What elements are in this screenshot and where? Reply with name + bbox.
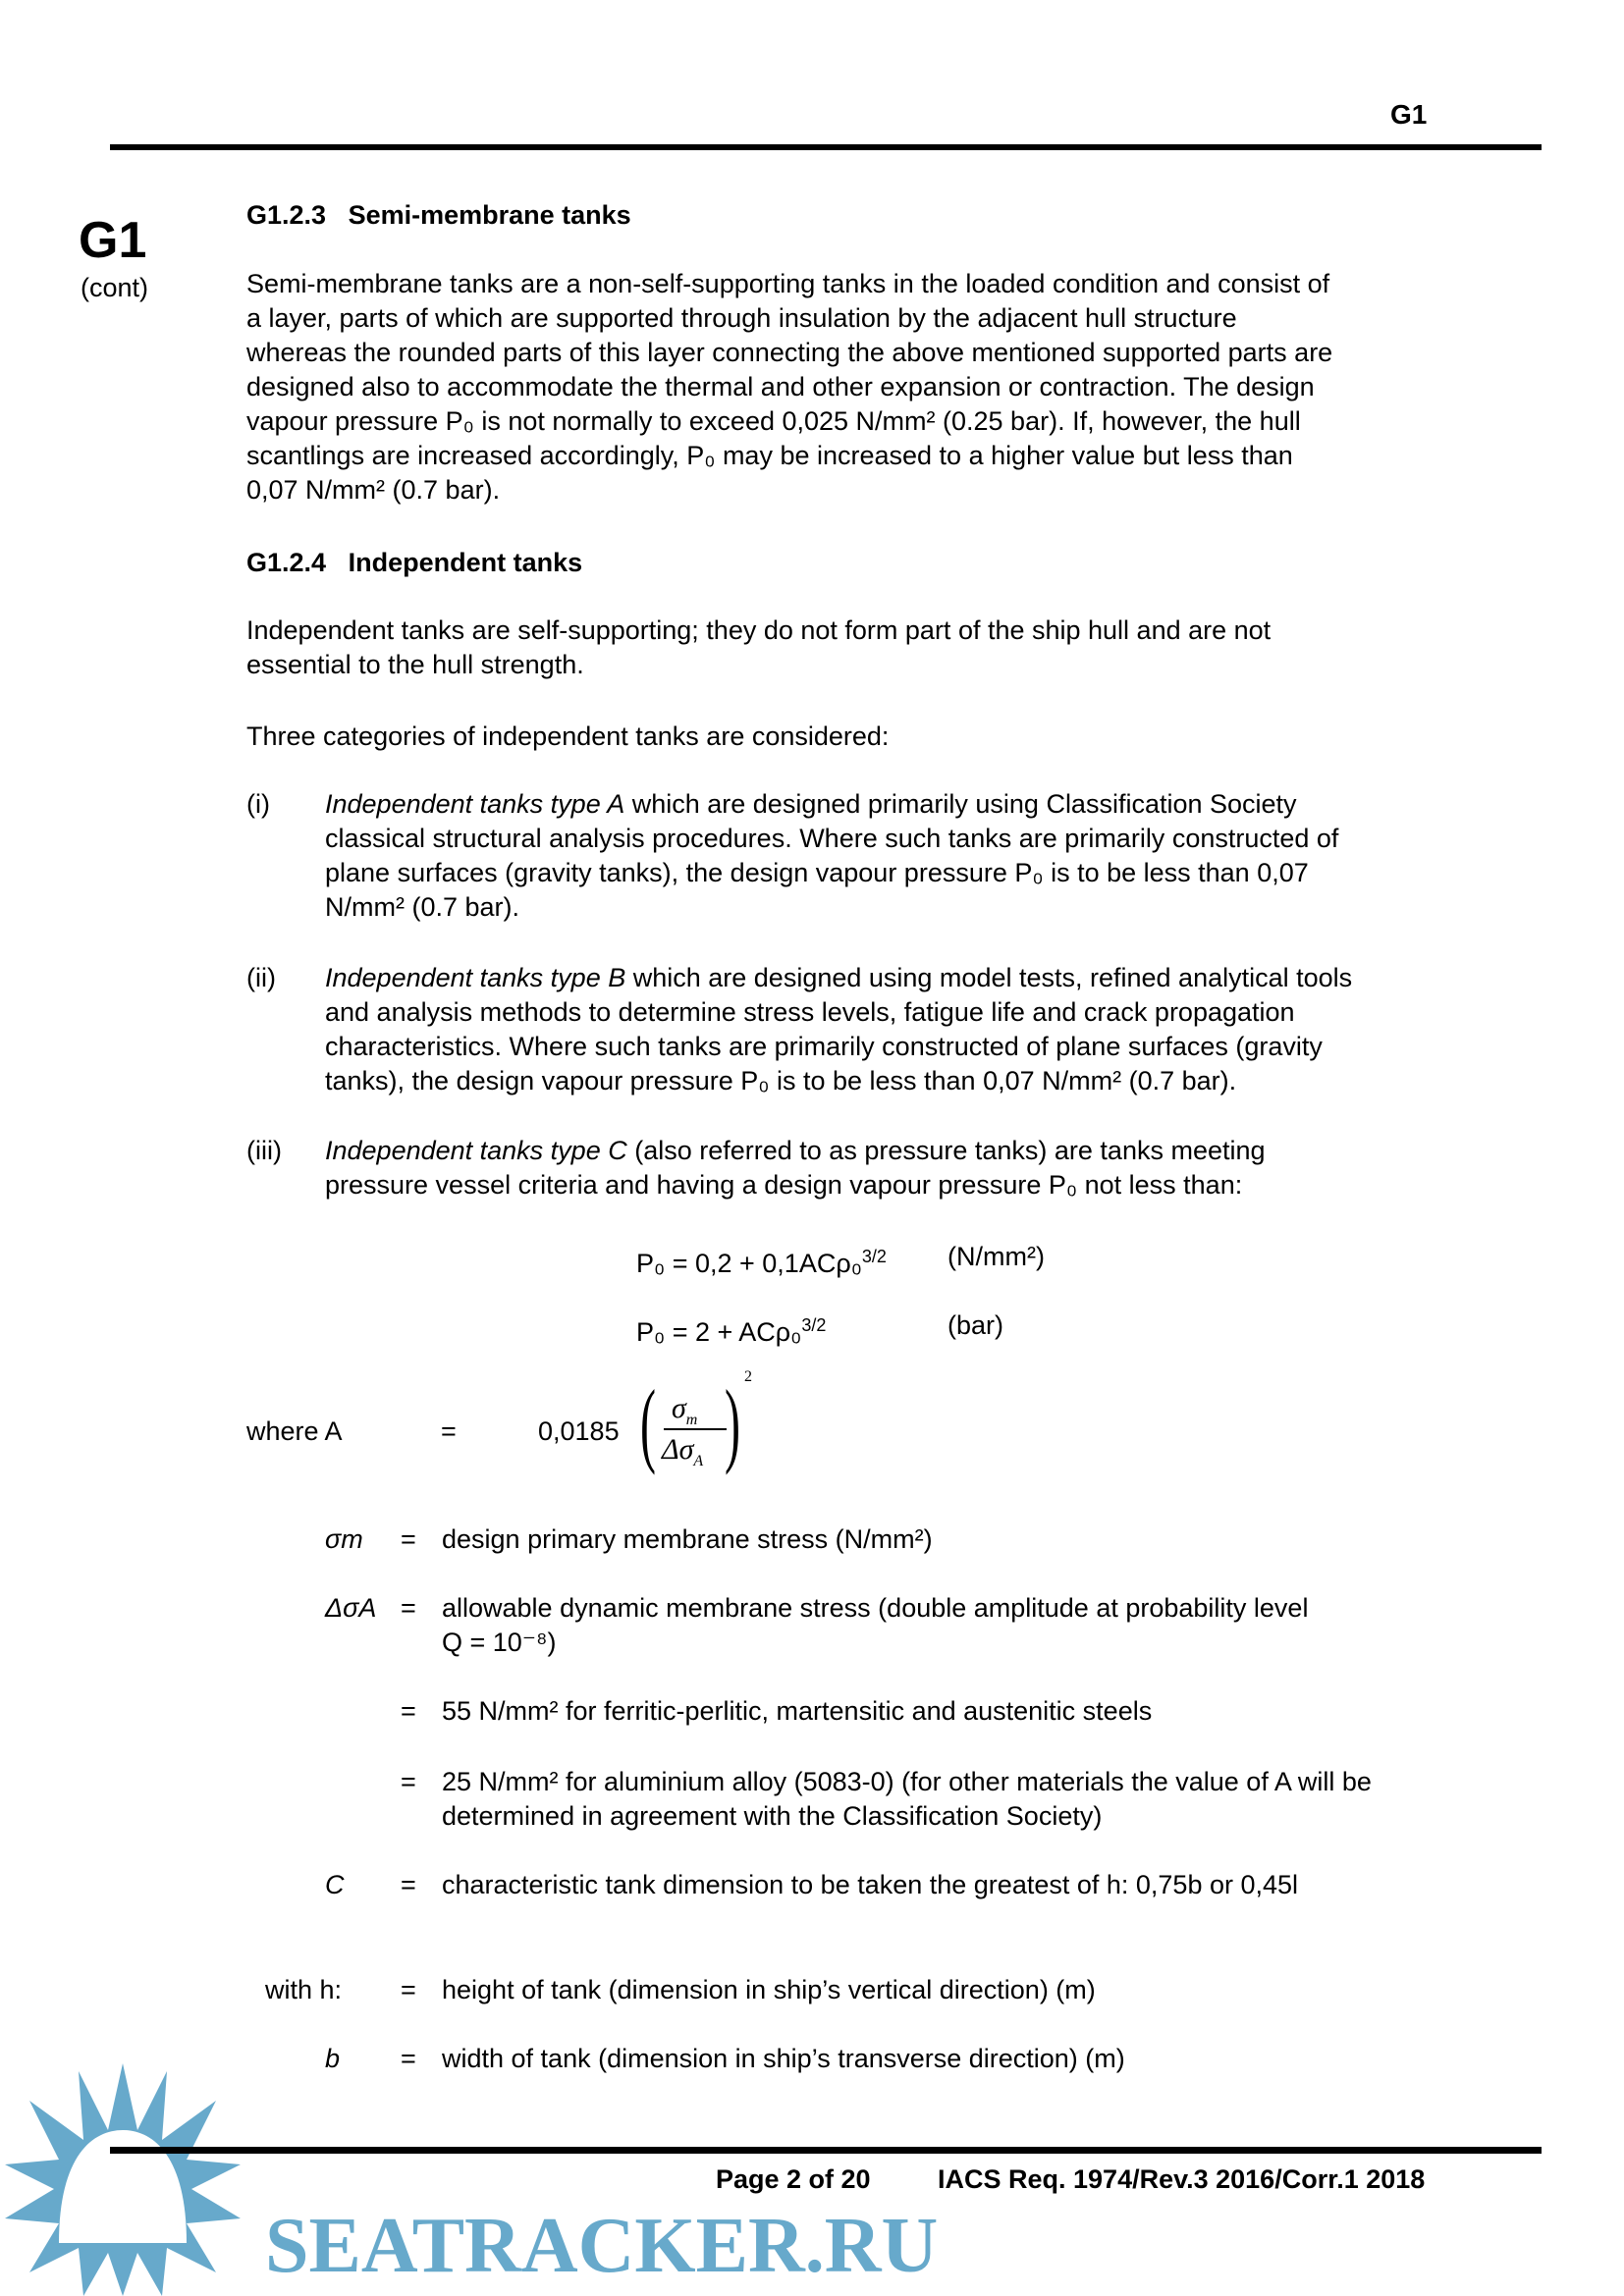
- equals-sign: =: [441, 1416, 457, 1446]
- equals-sign: =: [401, 2044, 416, 2073]
- line: designed also to accommodate the thermal and other expansion or contraction. The design: [246, 372, 1315, 401]
- section-number: G1.2.4: [246, 548, 327, 577]
- def-text: characteristic tank dimension to be taken the greatest of h: 0,75b or 0,45l: [442, 1870, 1299, 1899]
- formula-exponent: 3/2: [861, 1247, 887, 1266]
- line: Semi-membrane tanks are a non-self-supporting tanks in the loaded condition and consist of: [246, 269, 1330, 298]
- formula-expr: P₀ = 2 + ACρ₀: [636, 1317, 802, 1347]
- line: and analysis methods to determine stress levels, fatigue life and crack propagation: [325, 997, 1295, 1027]
- item-type-c: [325, 1134, 1266, 1202]
- footer-rule: [110, 2147, 1542, 2154]
- line: pressure vessel criteria and having a design vapour pressure P₀ not less than:: [325, 1170, 1243, 1200]
- section-1-2-4-heading: [246, 546, 582, 580]
- margin-cont: (cont): [81, 273, 149, 302]
- line: Independent tanks are self-supporting; they do not form part of the ship hull and are not: [246, 615, 1272, 645]
- item-type-b: [325, 961, 1352, 1098]
- line: plane surfaces (gravity tanks), the design vapour pressure P₀ is to be less than 0,07: [325, 858, 1309, 887]
- formula-expr: P₀ = 0,2 + 0,1ACρ₀: [636, 1249, 862, 1278]
- line: tanks), the design vapour pressure P₀ is to be less than 0,07 N/mm² (0.7 bar).: [325, 1066, 1237, 1095]
- line: 0,07 N/mm² (0.7 bar).: [246, 475, 501, 505]
- numerator: $\sigma_m$: [672, 1392, 698, 1428]
- margin-code: G1: [79, 212, 147, 269]
- formula-unit: (N/mm²): [947, 1242, 1045, 1271]
- equals-sign: =: [401, 1593, 416, 1623]
- formula-bar: [636, 1308, 826, 1350]
- def-text: design primary membrane stress (N/mm²): [442, 1524, 933, 1554]
- def-symbol: b: [325, 2044, 341, 2073]
- denominator: $\Delta\sigma_A$: [662, 1433, 704, 1469]
- line: characteristics. Where such tanks are primarily constructed of plane surfaces (gravity: [325, 1032, 1323, 1061]
- header-rule: [110, 144, 1542, 150]
- line: determined in agreement with the Classification Society): [442, 1801, 1103, 1831]
- fraction-formula: [640, 1368, 758, 1482]
- equals-sign: =: [401, 1975, 416, 2004]
- where-label: where A: [246, 1416, 343, 1446]
- item-term: Independent tanks type B: [325, 963, 626, 992]
- item-term: Independent tanks type C: [325, 1136, 627, 1165]
- exponent: 2: [744, 1368, 752, 1385]
- def-text: width of tank (dimension in ship’s transverse direction) (m): [442, 2044, 1125, 2073]
- line: scantlings are increased accordingly, P₀ may be increased to a higher value but less than: [246, 441, 1293, 470]
- line: vapour pressure P₀ is not normally to exceed 0,025 N/mm² (0.25 bar). If, however, the hull: [246, 406, 1301, 436]
- def-symbol: with h:: [265, 1975, 343, 2004]
- formula-unit: (bar): [947, 1310, 1004, 1340]
- line: 25 N/mm² for aluminium alloy (5083-0) (for other materials the value of A will be: [442, 1767, 1372, 1796]
- watermark-sun-icon: [0, 2061, 245, 2296]
- section-title: Semi-membrane tanks: [348, 200, 631, 230]
- equals-sign: =: [401, 1696, 416, 1726]
- equals-sign: =: [401, 1524, 416, 1554]
- def-symbol: C: [325, 1870, 345, 1899]
- def-text: 55 N/mm² for ferritic-perlitic, martensitic and austenitic steels: [442, 1696, 1153, 1726]
- formula-n-mm2: [636, 1240, 887, 1281]
- line: allowable dynamic membrane stress (double amplitude at probability level: [442, 1593, 1309, 1623]
- item-type-a: [325, 787, 1338, 925]
- line: which are designed primarily using Classification Society: [624, 789, 1297, 819]
- line: a layer, parts of which are supported through insulation by the adjacent hull structure: [246, 303, 1237, 333]
- section-title: Independent tanks: [348, 548, 583, 577]
- line: (also referred to as pressure tanks) are tanks meeting: [626, 1136, 1266, 1165]
- line: essential to the hull strength.: [246, 650, 584, 679]
- independent-paragraph: [246, 614, 1271, 682]
- formula-exponent: 3/2: [801, 1315, 827, 1335]
- def-text: height of tank (dimension in ship’s vertical direction) (m): [442, 1975, 1096, 2004]
- line: Q = 10⁻⁸): [442, 1628, 557, 1657]
- categories-intro: Three categories of independent tanks are considered:: [246, 721, 890, 751]
- def-symbol: σm: [325, 1524, 363, 1554]
- header-code: G1: [1390, 99, 1428, 130]
- fraction-bar: [664, 1428, 727, 1430]
- page-number: Page 2 of 20: [716, 2164, 871, 2194]
- line: N/mm² (0.7 bar).: [325, 892, 520, 922]
- section-number: G1.2.3: [246, 200, 327, 230]
- def-text: [442, 1591, 1308, 1660]
- line: whereas the rounded parts of this layer connecting the above mentioned supported parts are: [246, 338, 1333, 367]
- line: which are designed using model tests, refined analytical tools: [625, 963, 1353, 992]
- right-paren: ): [725, 1370, 740, 1475]
- document-reference: IACS Req. 1974/Rev.3 2016/Corr.1 2018: [938, 2164, 1426, 2194]
- coefficient: 0,0185: [538, 1416, 620, 1446]
- item-label: (i): [246, 789, 270, 819]
- left-paren: (: [640, 1370, 656, 1475]
- item-label: (ii): [246, 963, 276, 992]
- def-symbol: ΔσA: [325, 1593, 377, 1623]
- def-text: [442, 1765, 1372, 1834]
- item-label: (iii): [246, 1136, 282, 1165]
- item-term: Independent tanks type A: [325, 789, 625, 819]
- line: classical structural analysis procedures. Where such tanks are primarily constructed of: [325, 824, 1339, 853]
- equals-sign: =: [401, 1870, 416, 1899]
- semi-membrane-paragraph: [246, 267, 1332, 507]
- watermark-text: SEATRACKER.RU: [265, 2203, 939, 2289]
- equals-sign: =: [401, 1767, 416, 1796]
- section-1-2-3-heading: [246, 198, 631, 233]
